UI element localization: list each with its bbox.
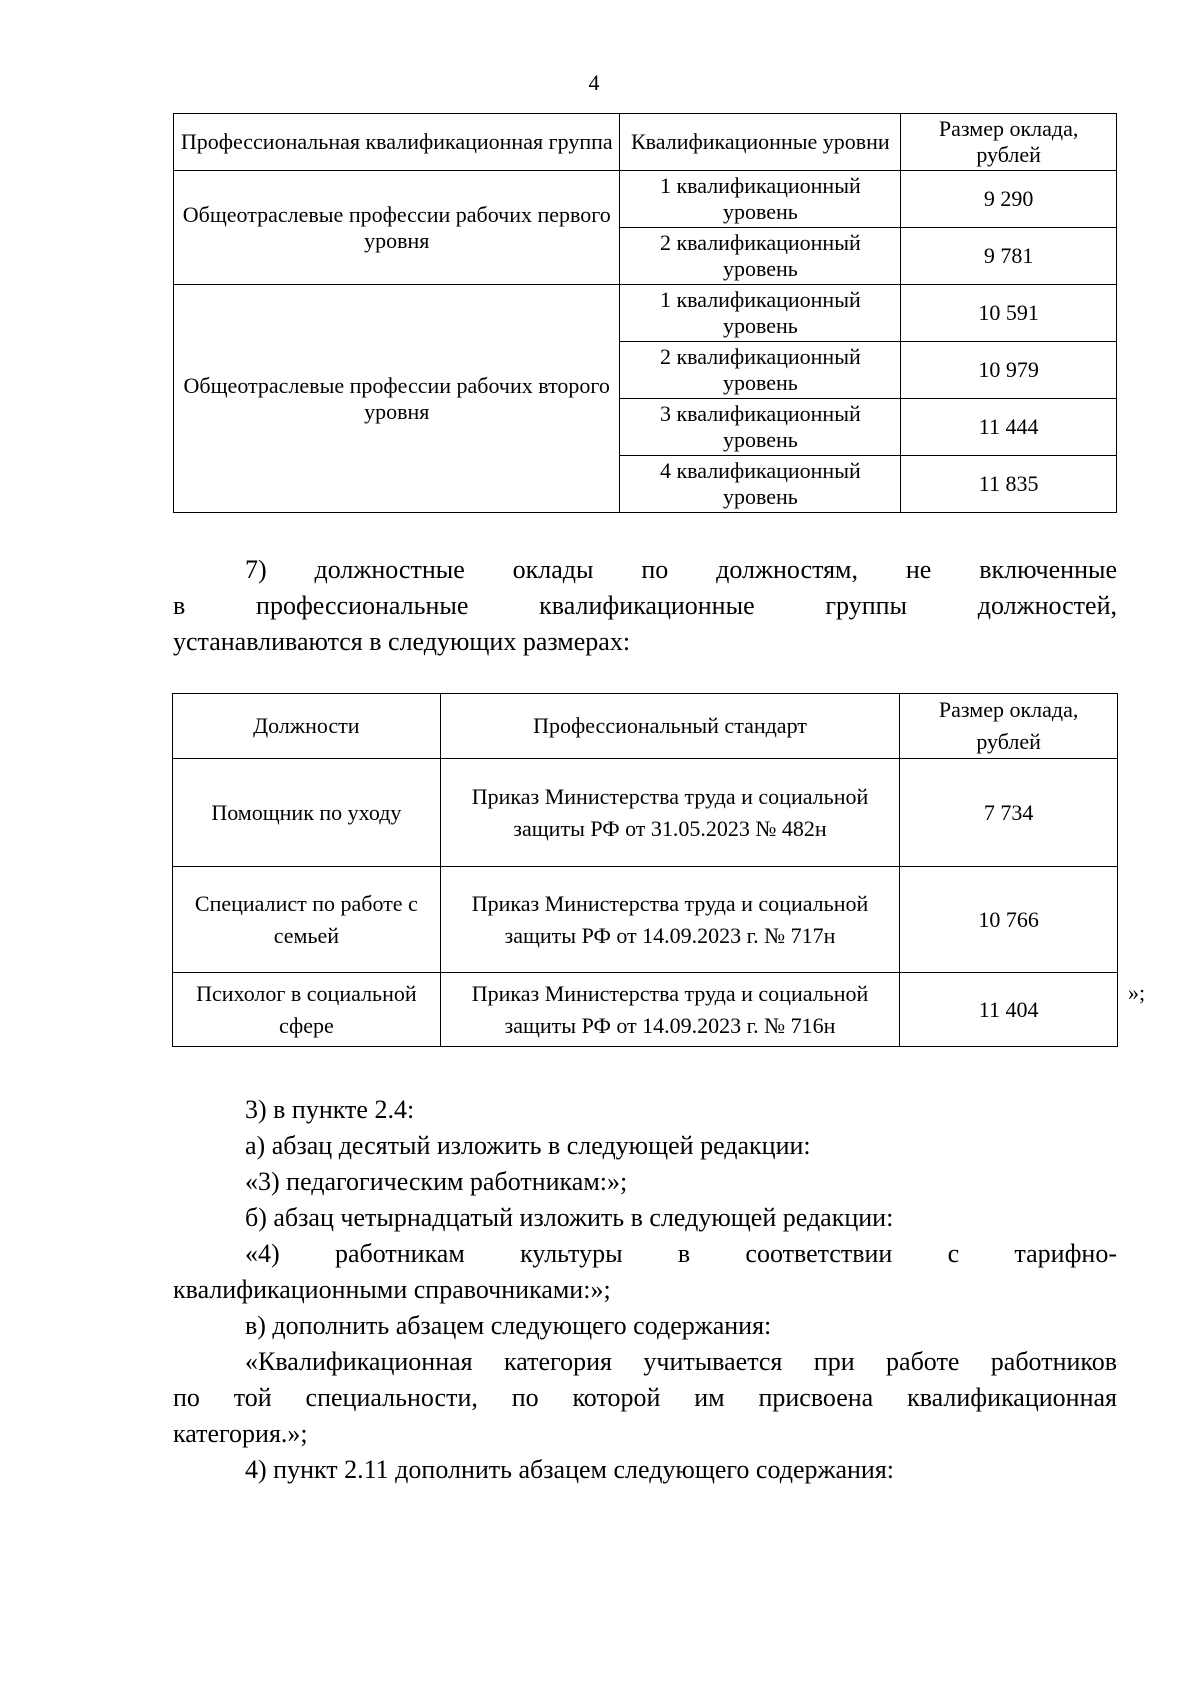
salary-cell: 11 404 [900,973,1118,1047]
table-header-row [173,694,1118,759]
level-cell: 1 квалификационный уровень [620,171,901,228]
header-cell: Должности [173,694,441,759]
header-cell: Размер оклада, рублей [900,694,1118,759]
standard-cell: Приказ Министерства труда и социальной защиты РФ от 14.09.2023 г. № 717н [440,867,900,973]
table-row [173,973,1118,1047]
salary-cell: 10 591 [901,285,1117,342]
qualification-groups-table [173,113,1117,513]
body-paragraph: 3) в пункте 2.4: [245,1095,415,1124]
position-cell: Специалист по работе с семьей [173,867,441,973]
salary-cell: 11 444 [901,399,1117,456]
salary-cell: 11 835 [901,456,1117,513]
level-cell: 2 квалификационный уровень [620,228,901,285]
paragraph-7-line: в профессиональные квалификационные группы должностей, [173,591,1117,620]
closing-quote: »; [1128,980,1146,1005]
body-paragraph-line: по той специальности, по которой им присвоена квалификационная [173,1383,1117,1412]
body-paragraph: а) абзац десятый изложить в следующей редакции: [245,1131,811,1160]
table-row [173,759,1118,867]
body-paragraph: 4) пункт 2.11 дополнить абзацем следующего содержания: [245,1455,894,1484]
level-cell: 4 квалификационный уровень [620,456,901,513]
standard-cell: Приказ Министерства труда и социальной защиты РФ от 14.09.2023 г. № 716н [440,973,900,1047]
position-cell: Психолог в социальной сфере [173,973,441,1047]
salary-cell: 9 781 [901,228,1117,285]
level-cell: 3 квалификационный уровень [620,399,901,456]
table-header-row [174,114,1117,171]
header-cell: Размер оклада, рублей [901,114,1117,171]
level-cell: 1 квалификационный уровень [620,285,901,342]
salary-cell: 9 290 [901,171,1117,228]
body-paragraph: «3) педагогическим работникам:»; [245,1167,628,1196]
standard-cell: Приказ Министерства труда и социальной защиты РФ от 31.05.2023 № 482н [440,759,900,867]
position-cell: Помощник по уходу [173,759,441,867]
table-row [173,867,1118,973]
header-cell: Профессиональная квалификационная группа [174,114,620,171]
paragraph-7-line: устанавливаются в следующих размерах: [173,627,631,656]
body-paragraph: в) дополнить абзацем следующего содержания: [245,1311,772,1340]
paragraph-7-line: 7) должностные оклады по должностям, не включенные [245,555,1117,584]
body-paragraph-line: «Квалификационная категория учитывается при работе работников [245,1347,1117,1376]
body-paragraph-line: квалификационными справочниками:»; [173,1275,611,1304]
positions-table [172,693,1118,1047]
salary-cell: 10 979 [901,342,1117,399]
header-cell: Профессиональный стандарт [440,694,900,759]
page-number: 4 [588,70,600,95]
group-name-cell: Общеотраслевые профессии рабочих первого уровня [174,171,620,285]
salary-cell: 7 734 [900,759,1118,867]
level-cell: 2 квалификационный уровень [620,342,901,399]
body-paragraph-line: «4) работникам культуры в соответствии с тарифно- [245,1239,1117,1268]
body-paragraph-line: категория.»; [173,1419,308,1448]
header-cell: Квалификационные уровни [620,114,901,171]
group-name-cell: Общеотраслевые профессии рабочих второго уровня [174,285,620,513]
table-row [174,285,1117,342]
body-paragraph: б) абзац четырнадцатый изложить в следующей редакции: [245,1203,894,1232]
salary-cell: 10 766 [900,867,1118,973]
table-row [174,171,1117,228]
